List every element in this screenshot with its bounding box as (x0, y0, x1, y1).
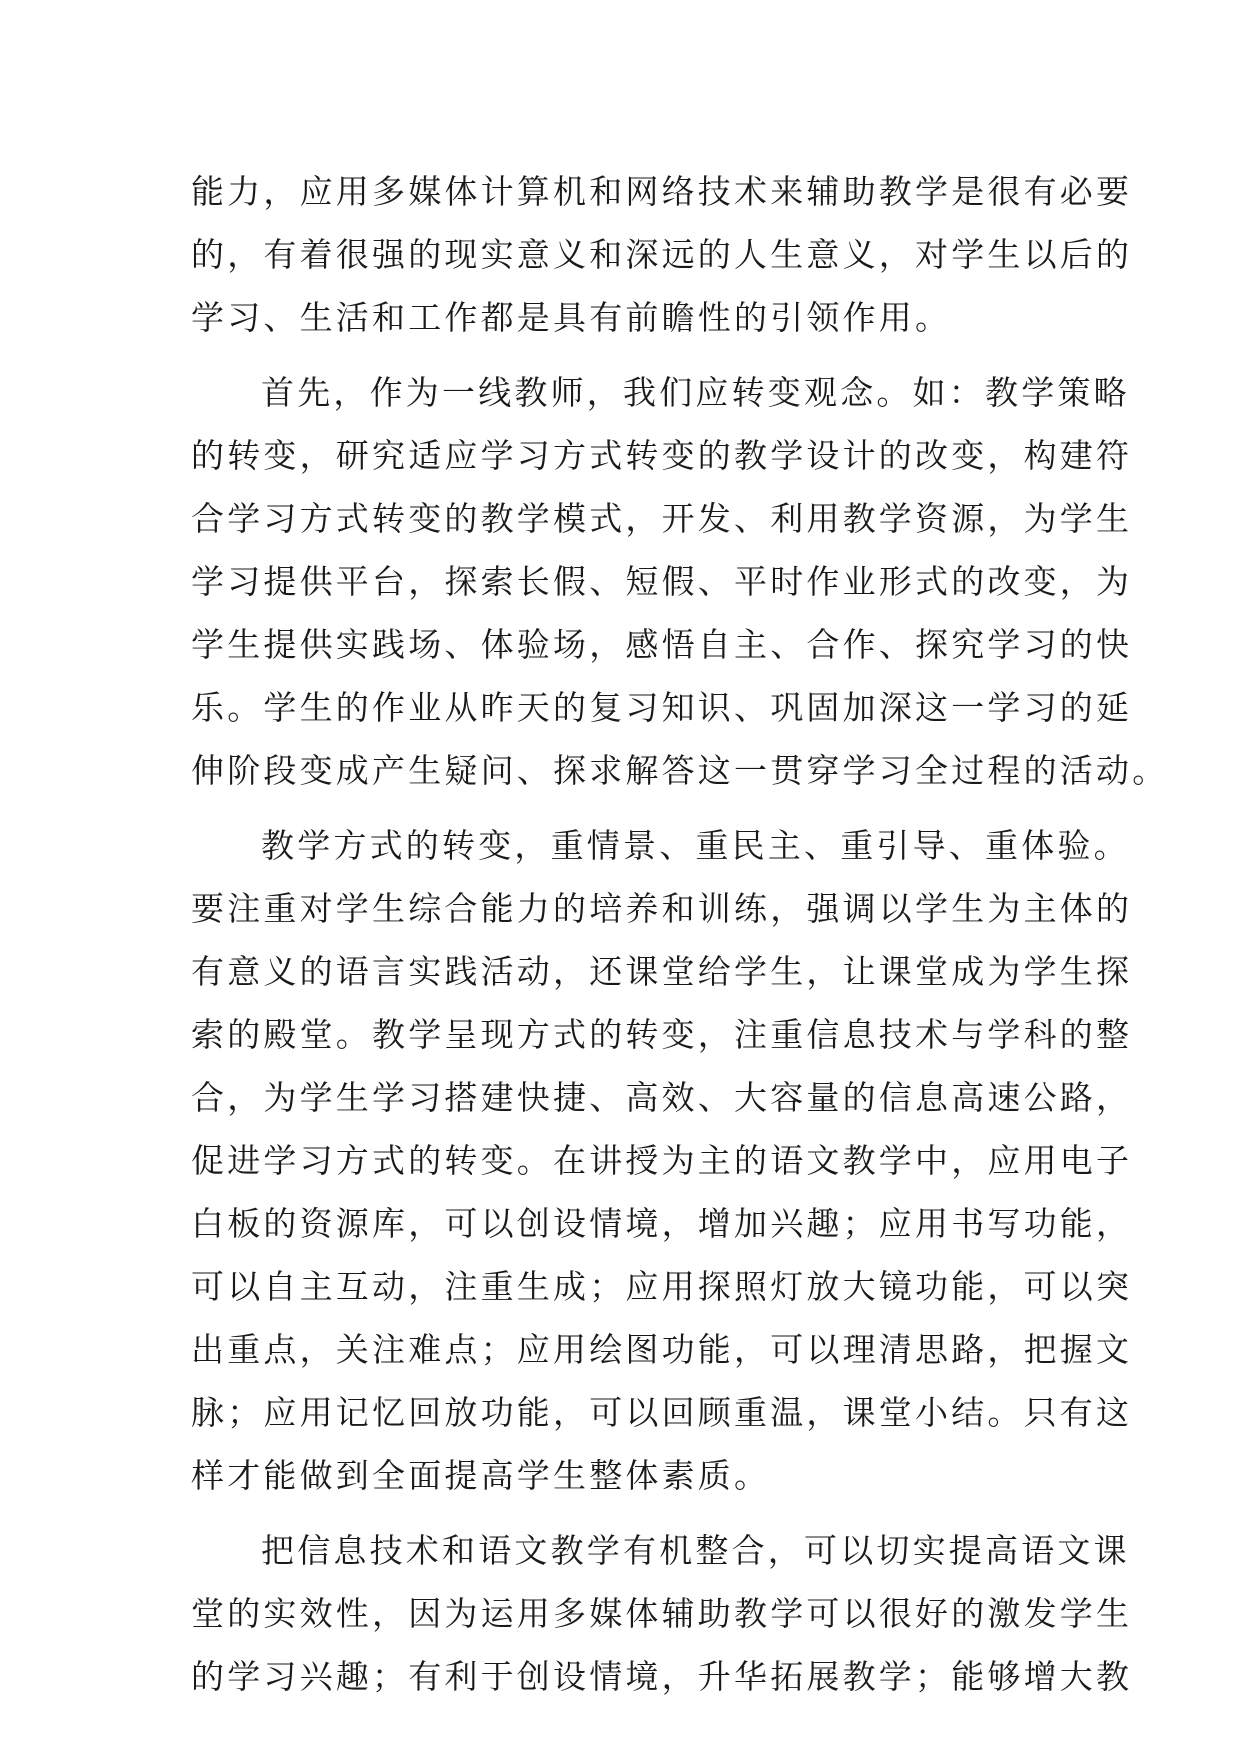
text-line: 促进学习方式的转变。在讲授为主的语文教学中，应用电子 (191, 1141, 1133, 1180)
body-text (191, 160, 1169, 1708)
text-line: 能力，应用多媒体计算机和网络技术来辅助教学是很有必要 (191, 172, 1133, 211)
text-line: 的，有着很强的现实意义和深远的人生意义，对学生以后的 (191, 235, 1133, 274)
text-line: 学生提供实践场、体验场，感悟自主、合作、探究学习的快 (191, 625, 1133, 664)
text-line: 乐。学生的作业从昨天的复习知识、巩固加深这一学习的延 (191, 688, 1133, 727)
text-line: 脉；应用记忆回放功能，可以回顾重温，课堂小结。只有这 (191, 1393, 1133, 1432)
text-line: 可以自主互动，注重生成；应用探照灯放大镜功能，可以突 (191, 1267, 1133, 1306)
text-line: 学习提供平台，探索长假、短假、平时作业形式的改变，为 (191, 562, 1133, 601)
text-line: 白板的资源库，可以创设情境，增加兴趣；应用书写功能， (191, 1204, 1133, 1243)
paragraph-gap (191, 349, 1071, 361)
text-line: 的转变，研究适应学习方式转变的教学设计的改变，构建符 (191, 436, 1133, 475)
text-line: 伸阶段变成产生疑问、探求解答这一贯穿学习全过程的活动。 (191, 751, 1169, 790)
text-line: 合，为学生学习搭建快捷、高效、大容量的信息高速公路， (191, 1078, 1133, 1117)
text-line: 堂的实效性，因为运用多媒体辅助教学可以很好的激发学生 (191, 1594, 1133, 1633)
text-line: 要注重对学生综合能力的培养和训练，强调以学生为主体的 (191, 889, 1133, 928)
text-line: 索的殿堂。教学呈现方式的转变，注重信息技术与学科的整 (191, 1015, 1133, 1054)
text-line: 合学习方式转变的教学模式，开发、利用教学资源，为学生 (191, 499, 1133, 538)
paragraph-gap (191, 1507, 1071, 1519)
text-line: 样才能做到全面提高学生整体素质。 (191, 1456, 771, 1495)
paragraph-gap (191, 802, 1071, 814)
text-line: 首先，作为一线教师，我们应转变观念。如：教学策略 (261, 373, 1130, 412)
text-line: 的学习兴趣；有利于创设情境，升华拓展教学；能够增大教 (191, 1657, 1133, 1696)
text-line: 把信息技术和语文教学有机整合，可以切实提高语文课 (261, 1531, 1130, 1570)
text-line: 出重点，关注难点；应用绘图功能，可以理清思路，把握文 (191, 1330, 1133, 1369)
text-line: 有意义的语言实践活动，还课堂给学生，让课堂成为学生探 (191, 952, 1133, 991)
text-line: 教学方式的转变，重情景、重民主、重引导、重体验。 (261, 826, 1130, 865)
text-line: 学习、生活和工作都是具有前瞻性的引领作用。 (191, 298, 952, 337)
